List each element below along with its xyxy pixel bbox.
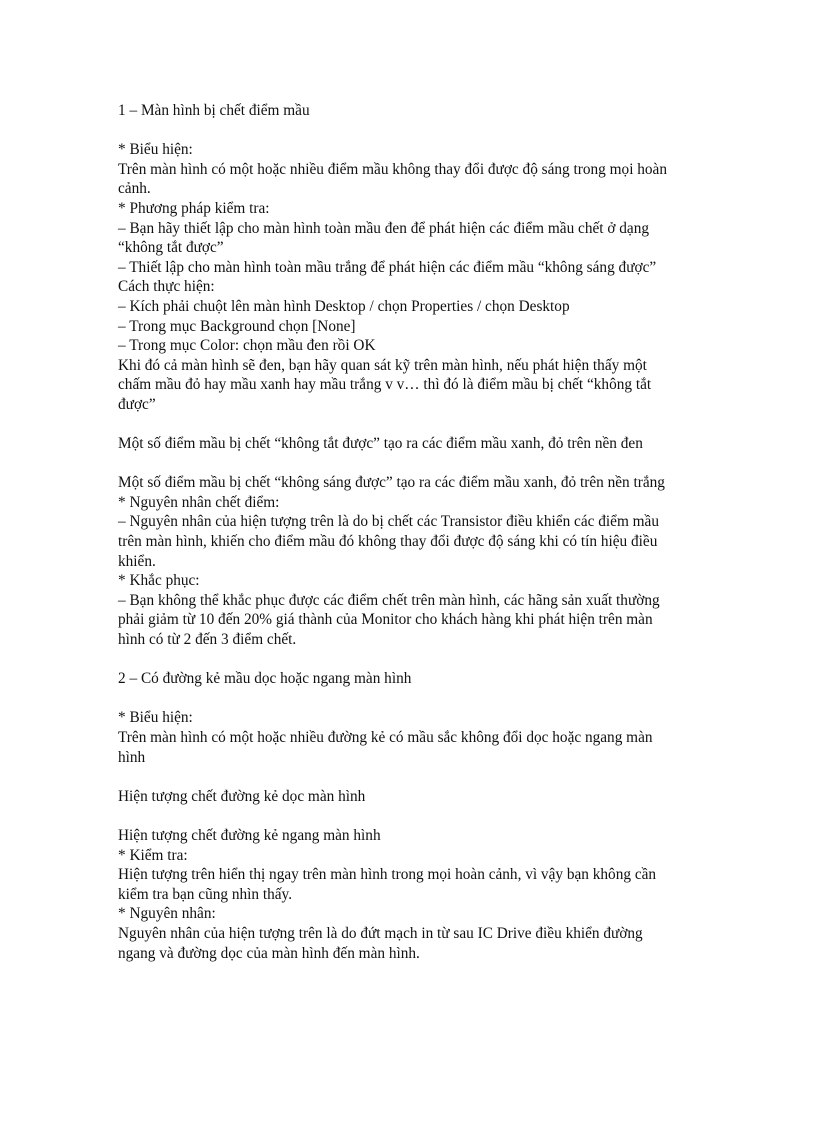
paragraph-line: cảnh. [118,180,151,198]
paragraph-line: Khi đó cả màn hình sẽ đen, bạn hãy quan sát kỹ trên màn hình, nếu phát hiện thấy một [118,356,647,374]
paragraph-line: ngang và đường dọc của màn hình đến màn hình. [118,944,420,962]
document-body [118,101,718,963]
symptom-label: * Biểu hiện: [118,141,193,159]
check-label: * Kiểm tra: [118,846,188,864]
step-line: – Trong mục Color: chọn mầu đen rồi OK [118,337,376,355]
paragraph-line: – Thiết lập cho màn hình toàn mầu trắng để phát hiện các điểm mầu “không sáng được” [118,258,657,276]
paragraph-line: hình [118,748,146,766]
paragraph-line: Trên màn hình có một hoặc nhiều đường kẻ có mầu sắc không đổi dọc hoặc ngang màn [118,729,653,746]
paragraph-line: – Bạn không thể khắc phục được các điểm chết trên màn hình, các hãng sản xuất thường [118,591,660,609]
check-method-label: * Phương pháp kiểm tra: [118,199,270,217]
paragraph-line: Nguyên nhân của hiện tượng trên là do đứt mạch in từ sau IC Drive điều khiển đường [118,924,643,942]
paragraph-line: được” [118,395,156,413]
blank-line [118,415,718,435]
image-caption: Hiện tượng chết đường kẻ ngang màn hình [118,826,381,844]
cause-label: * Nguyên nhân: [118,905,216,923]
paragraph-line: hình có từ 2 đến 3 điểm chết. [118,631,297,649]
step-line: – Kích phải chuột lên màn hình Desktop / chọn Properties / chọn Desktop [118,297,570,315]
image-caption: Một số điểm mầu bị chết “không sáng được” tạo ra các điểm mầu xanh, đỏ trên nền trắng [118,474,665,492]
blank-line [118,806,718,826]
paragraph-line: Hiện tượng trên hiển thị ngay trên màn hình trong mọi hoàn cảnh, vì vậy bạn không cần [118,866,657,884]
paragraph-line: chấm mầu đỏ hay mầu xanh hay mầu trắng v v… thì đó là điểm mầu bị chết “không tắt [118,376,652,394]
blank-line [118,454,718,474]
paragraph-line: kiểm tra bạn cũng nhìn thấy. [118,885,293,903]
paragraph-line: trên màn hình, khiến cho điểm mầu đó không thay đổi được độ sáng khi có tín hiệu điều [118,533,658,551]
blank-line [118,121,718,141]
paragraph-line: phải giảm từ 10 đến 20% giá thành của Monitor cho khách hàng khi phát hiện trên màn [118,611,653,629]
paragraph-line: “không tắt được” [118,239,224,257]
section-2-heading: 2 – Có đường kẻ mầu dọc hoặc ngang màn hình [118,670,412,688]
fix-label: * Khắc phục: [118,572,200,590]
symptom-label: * Biểu hiện: [118,709,193,727]
image-caption: Hiện tượng chết đường kẻ dọc màn hình [118,787,366,805]
image-caption: Một số điểm mầu bị chết “không tắt được” tạo ra các điểm mầu xanh, đỏ trên nền đen [118,435,643,453]
how-to-label: Cách thực hiện: [118,278,215,296]
paragraph-line: Trên màn hình có một hoặc nhiều điểm mầu không thay đổi được độ sáng trong mọi hoàn [118,160,667,178]
paragraph-line: – Bạn hãy thiết lập cho màn hình toàn mầu đen để phát hiện các điểm mầu chết ở dạng [118,219,649,237]
blank-line [118,689,718,709]
section-1-heading: 1 – Màn hình bị chết điểm mầu [118,102,310,119]
paragraph-line: – Nguyên nhân của hiện tượng trên là do bị chết các Transistor điều khiển các điểm mầu [118,513,660,531]
blank-line [118,650,718,670]
paragraph-line: khiển. [118,552,156,570]
blank-line [118,767,718,787]
step-line: – Trong mục Background chọn [None] [118,317,356,335]
cause-label: * Nguyên nhân chết điểm: [118,493,280,511]
